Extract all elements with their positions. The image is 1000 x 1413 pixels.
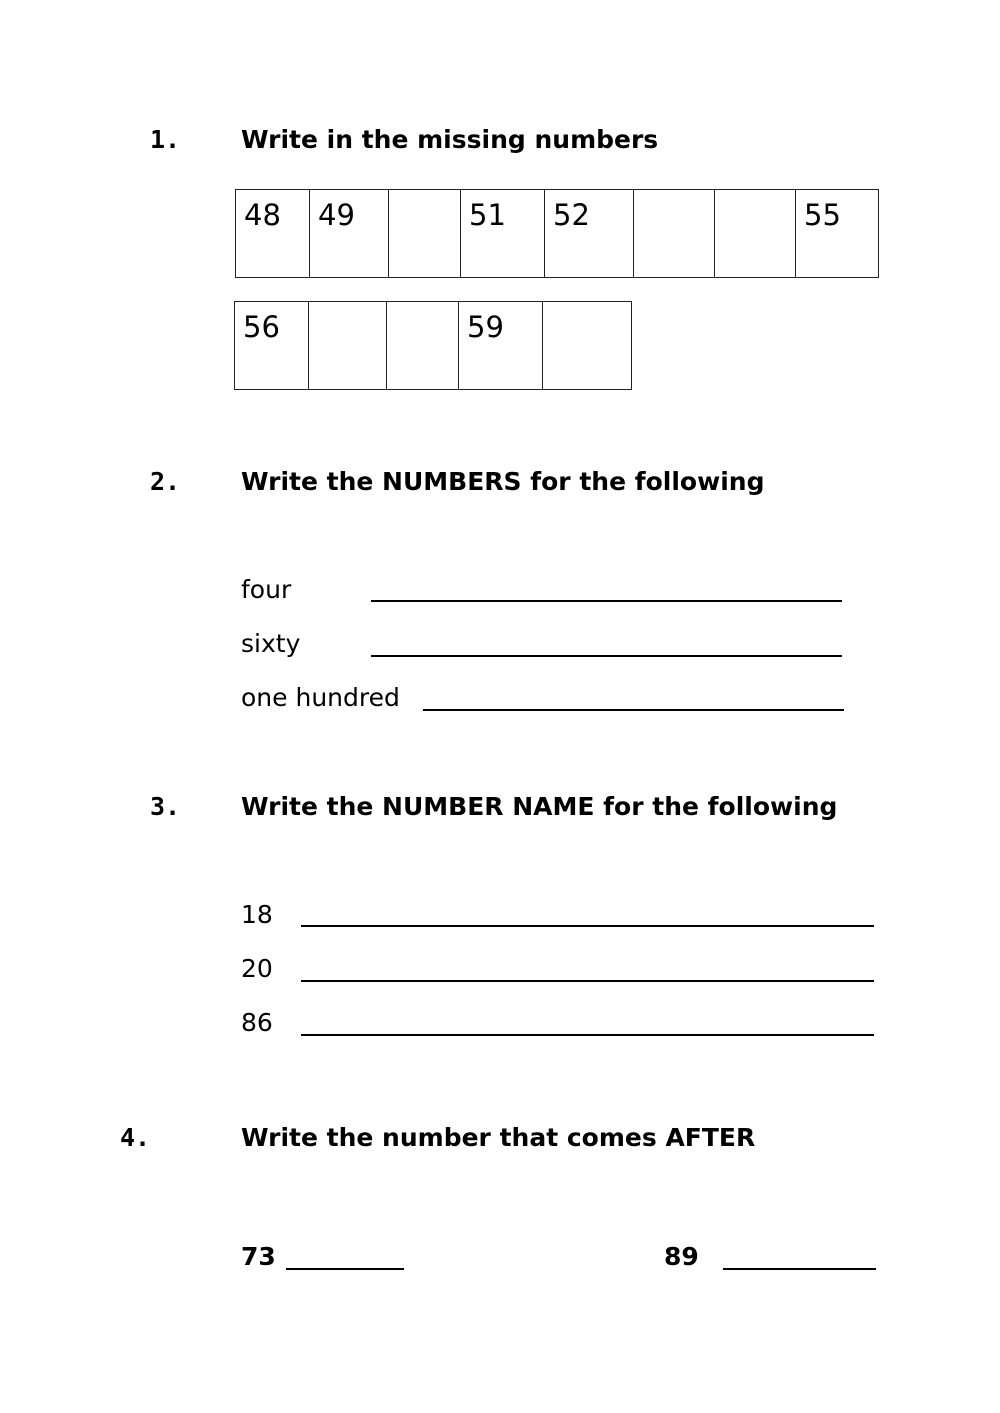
answer-line[interactable] — [301, 1034, 874, 1036]
answer-line[interactable] — [301, 925, 874, 927]
grid-cell-blank[interactable] — [389, 190, 461, 277]
q2-title: Write the NUMBERS for the following — [241, 467, 765, 496]
grid-cell: 48 — [236, 190, 310, 277]
q1-grid-row-2 — [234, 301, 632, 390]
q4-item-label: 89 — [664, 1242, 699, 1271]
answer-line[interactable] — [723, 1268, 876, 1270]
q1-grid-row-1 — [235, 189, 879, 278]
q2-item-label: four — [241, 575, 292, 604]
q2-number: 2. — [150, 467, 181, 496]
answer-line[interactable] — [371, 600, 842, 602]
grid-cell: 52 — [545, 190, 634, 277]
grid-cell-blank[interactable] — [543, 302, 632, 389]
grid-cell: 55 — [796, 190, 879, 277]
answer-line[interactable] — [371, 655, 842, 657]
q3-number: 3. — [150, 792, 181, 821]
answer-line[interactable] — [286, 1268, 404, 1270]
grid-cell: 51 — [461, 190, 545, 277]
q1-number: 1. — [150, 125, 181, 154]
q3-item-label: 18 — [241, 900, 273, 929]
answer-line[interactable] — [301, 980, 874, 982]
grid-cell[interactable]: 49 — [310, 190, 389, 277]
grid-cell: 59 — [459, 302, 543, 389]
q3-item-label: 86 — [241, 1008, 273, 1037]
q3-item-label: 20 — [241, 954, 273, 983]
q2-item-label: one hundred — [241, 683, 400, 712]
q4-number: 4. — [120, 1123, 151, 1152]
grid-cell-blank[interactable] — [309, 302, 387, 389]
q1-title: Write in the missing numbers — [241, 125, 659, 154]
q4-item-label: 73 — [241, 1242, 276, 1271]
grid-cell-blank[interactable] — [387, 302, 459, 389]
grid-cell-blank[interactable] — [715, 190, 796, 277]
q3-title: Write the NUMBER NAME for the following — [241, 792, 838, 821]
answer-line[interactable] — [423, 709, 844, 711]
q2-item-label: sixty — [241, 629, 301, 658]
grid-cell: 56 — [235, 302, 309, 389]
grid-cell-blank[interactable] — [634, 190, 715, 277]
q4-title: Write the number that comes AFTER — [241, 1123, 756, 1152]
